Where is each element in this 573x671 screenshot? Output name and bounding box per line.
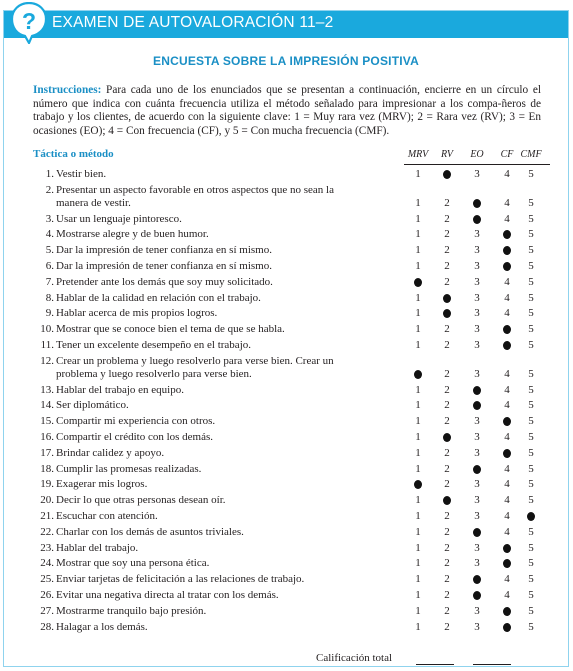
- item-text: Pretender ante los demás que soy muy solicitado.: [56, 275, 273, 288]
- rating-option-selected[interactable]: [500, 621, 514, 634]
- rating-option-selected[interactable]: [470, 463, 484, 476]
- item-text: Brindar calidez y apoyo.: [56, 446, 165, 459]
- rating-option[interactable]: 3: [474, 620, 480, 633]
- rating-option[interactable]: 2: [444, 275, 450, 288]
- item-text: Hablar del trabajo.: [56, 541, 139, 554]
- rating-option[interactable]: 2: [444, 525, 450, 538]
- rating-option[interactable]: 2: [444, 604, 450, 617]
- rating-option-selected[interactable]: [500, 542, 514, 555]
- item-number: 11.: [40, 339, 54, 351]
- rating-option[interactable]: 2: [444, 383, 450, 396]
- rating-option[interactable]: 5: [528, 244, 534, 257]
- rating-option[interactable]: 5: [528, 367, 534, 380]
- rating-option-selected[interactable]: [411, 478, 425, 491]
- header-bar: [4, 11, 568, 38]
- rating-header-mrv: MRV: [407, 149, 429, 160]
- rating-option[interactable]: 5: [528, 168, 534, 180]
- rating-option[interactable]: 2: [444, 399, 450, 412]
- item-number: 24.: [40, 557, 54, 570]
- rating-option[interactable]: 1: [415, 212, 421, 225]
- rating-option-selected[interactable]: [411, 368, 425, 381]
- rating-option[interactable]: 3: [474, 431, 480, 443]
- item-text: Halagar a los demás.: [56, 620, 148, 633]
- rating-option[interactable]: 4: [504, 478, 510, 491]
- rating-option[interactable]: 3: [474, 339, 480, 351]
- rating-option[interactable]: 1: [415, 573, 421, 586]
- rating-option-selected[interactable]: [524, 510, 538, 523]
- item-text: Cumplir las promesas realizadas.: [56, 462, 202, 475]
- rating-option-selected[interactable]: [440, 292, 454, 305]
- item-text: Usar un lenguaje pintoresco.: [56, 212, 182, 225]
- rating-option[interactable]: 1: [415, 383, 421, 396]
- rating-option[interactable]: 5: [528, 415, 534, 428]
- item-text: Hablar del trabajo en equipo.: [56, 383, 184, 396]
- rating-option[interactable]: 4: [504, 196, 510, 209]
- self-assessment-sheet: [3, 10, 569, 667]
- rating-option[interactable]: 4: [504, 494, 510, 507]
- item-number: 5.: [45, 244, 54, 257]
- instructions: [33, 84, 541, 138]
- rating-option-selected[interactable]: [500, 339, 514, 352]
- rating-option[interactable]: 5: [528, 462, 534, 475]
- item-text: Exagerar mis logros.: [56, 478, 148, 491]
- item-text: Mostrar que soy una persona ética.: [56, 557, 210, 570]
- item-number: 15.: [40, 415, 54, 428]
- rating-option[interactable]: 2: [444, 478, 450, 491]
- rating-option[interactable]: 5: [528, 260, 534, 272]
- rating-option-selected[interactable]: [470, 573, 484, 586]
- item-text: problema y luego resolverlo para verse bien.: [56, 367, 252, 380]
- item-number: 17.: [40, 446, 54, 459]
- item-text: Mostrar que se conoce bien el tema de que se habla.: [56, 323, 285, 336]
- rating-option[interactable]: 4: [504, 168, 510, 180]
- rating-option-selected[interactable]: [440, 494, 454, 507]
- instructions-line: Para cada uno de los enunciados que se presentan a continuación, encierre en un círculo: [106, 84, 529, 96]
- score-line[interactable]: [416, 664, 454, 665]
- tactic-column-header: Táctica o método: [33, 148, 114, 160]
- rating-option-selected[interactable]: [440, 431, 454, 444]
- score-line[interactable]: [473, 664, 511, 665]
- rating-option[interactable]: 3: [474, 228, 480, 241]
- rating-option[interactable]: 5: [528, 383, 534, 396]
- rating-option[interactable]: 1: [415, 620, 421, 633]
- item-number: 6.: [45, 260, 54, 272]
- item-number: 25.: [40, 573, 54, 586]
- item-number: 22.: [40, 525, 54, 538]
- total-score-label: Calificación total: [316, 652, 393, 664]
- rating-option[interactable]: 1: [415, 260, 421, 272]
- rating-option-selected[interactable]: [470, 589, 484, 602]
- rating-option-selected[interactable]: [500, 447, 514, 460]
- rating-option[interactable]: 1: [415, 323, 421, 336]
- item-text: Evitar una negativa directa al tratar con los demás.: [56, 589, 279, 601]
- rating-option[interactable]: 3: [474, 367, 480, 380]
- item-text: Compartir mi experiencia con otros.: [56, 415, 216, 428]
- rating-option[interactable]: 2: [444, 323, 450, 336]
- rating-option-selected[interactable]: [500, 228, 514, 241]
- question-mark-icon: [10, 2, 48, 44]
- rating-option[interactable]: 3: [474, 494, 480, 507]
- item-text: manera de vestir.: [56, 196, 131, 209]
- rating-option[interactable]: 4: [504, 275, 510, 288]
- instructions-line: el número que indica con cuánta frecuencia utiliza el método señalado para impresionar a los compa-: [33, 84, 541, 110]
- rating-option[interactable]: 1: [415, 228, 421, 241]
- rating-option-selected[interactable]: [500, 557, 514, 570]
- rating-option-selected[interactable]: [440, 168, 454, 181]
- rating-option[interactable]: 1: [415, 494, 421, 507]
- item-number: 21.: [40, 510, 54, 522]
- rating-option[interactable]: 2: [444, 510, 450, 522]
- rating-option[interactable]: 2: [444, 196, 450, 209]
- rating-option[interactable]: 3: [474, 307, 480, 320]
- item-text: Hablar acerca de mis propios logros.: [56, 307, 218, 320]
- header-title: EXAMEN DE AUTOVALORACIÓN 11–2: [52, 14, 334, 31]
- rating-option[interactable]: 5: [528, 307, 534, 320]
- rating-option[interactable]: 1: [415, 541, 421, 554]
- rating-option[interactable]: 3: [474, 557, 480, 570]
- rating-option[interactable]: 3: [474, 446, 480, 459]
- rating-option[interactable]: 3: [474, 478, 480, 491]
- item-text: Mostrarse alegre y de buen humor.: [56, 228, 209, 241]
- rating-option[interactable]: 2: [444, 573, 450, 586]
- rating-option[interactable]: 1: [415, 431, 421, 443]
- rating-option[interactable]: 5: [528, 323, 534, 336]
- rating-option-selected[interactable]: [470, 526, 484, 539]
- rating-option[interactable]: 3: [474, 260, 480, 272]
- rating-option[interactable]: 5: [528, 291, 534, 304]
- rating-option[interactable]: 2: [444, 589, 450, 601]
- rating-option[interactable]: 4: [504, 399, 510, 412]
- item-number: 26.: [40, 589, 54, 601]
- rating-option-selected[interactable]: [470, 197, 484, 210]
- rating-option[interactable]: 5: [528, 196, 534, 209]
- item-number: 1.: [45, 168, 54, 180]
- header-rule: [404, 164, 550, 165]
- item-text: Dar la impresión de tener confianza en sí mismo.: [56, 244, 272, 257]
- rating-option[interactable]: 4: [504, 431, 510, 443]
- item-number: 7.: [45, 275, 54, 288]
- rating-option[interactable]: 5: [528, 446, 534, 459]
- rating-option[interactable]: 2: [444, 339, 450, 351]
- rating-option[interactable]: 2: [444, 557, 450, 570]
- rating-option[interactable]: 5: [528, 589, 534, 601]
- rating-option-selected[interactable]: [440, 307, 454, 320]
- rating-option[interactable]: 5: [528, 478, 534, 491]
- rating-option-selected[interactable]: [470, 213, 484, 226]
- rating-option[interactable]: 5: [528, 557, 534, 570]
- rating-option[interactable]: 1: [415, 462, 421, 475]
- item-number: 27.: [40, 604, 54, 617]
- rating-option[interactable]: 5: [528, 275, 534, 288]
- rating-option[interactable]: 1: [415, 415, 421, 428]
- rating-option[interactable]: 1: [415, 399, 421, 412]
- rating-option[interactable]: 5: [528, 541, 534, 554]
- rating-option[interactable]: 5: [528, 573, 534, 586]
- rating-option[interactable]: 3: [474, 168, 480, 180]
- rating-header-rv: RV: [440, 149, 454, 160]
- item-number: 9.: [45, 307, 54, 320]
- rating-option[interactable]: 2: [444, 228, 450, 241]
- rating-option-selected[interactable]: [470, 399, 484, 412]
- item-number: 4.: [45, 228, 54, 241]
- rating-option[interactable]: 2: [444, 415, 450, 428]
- survey-title: ENCUESTA SOBRE LA IMPRESIÓN POSITIVA: [153, 54, 419, 68]
- rating-option[interactable]: 5: [528, 212, 534, 225]
- rating-option[interactable]: 1: [415, 557, 421, 570]
- rating-option-selected[interactable]: [500, 244, 514, 257]
- rating-option[interactable]: 1: [415, 244, 421, 257]
- rating-option[interactable]: 2: [444, 260, 450, 272]
- rating-option[interactable]: 4: [504, 510, 510, 522]
- rating-option[interactable]: 1: [415, 446, 421, 459]
- item-number: 3.: [45, 212, 54, 225]
- item-text: Enviar tarjetas de felicitación a las relaciones de trabajo.: [56, 573, 305, 586]
- rating-option[interactable]: 1: [415, 196, 421, 209]
- item-number: 28.: [40, 620, 54, 633]
- rating-option[interactable]: 3: [474, 244, 480, 257]
- rating-option[interactable]: 2: [444, 244, 450, 257]
- rating-option[interactable]: 2: [444, 541, 450, 554]
- rating-option[interactable]: 1: [415, 168, 421, 180]
- item-text: Decir lo que otras personas desean oír.: [56, 494, 226, 507]
- rating-header-eo: EO: [470, 149, 484, 160]
- item-text: Tener un excelente desempeño en el trabajo.: [56, 339, 251, 351]
- instructions-line: ñeros de trabajo y los clientes, de acuerdo con la siguiente clave: 1 = Muy rara vez (MRV); 2 = Rara vez: [33, 97, 541, 124]
- item-text: Ser diplomático.: [56, 399, 129, 412]
- rating-option[interactable]: 3: [474, 541, 480, 554]
- item-text: Dar la impresión de tener confianza en sí mismo.: [56, 260, 272, 272]
- item-number: 19.: [40, 478, 54, 491]
- rating-option[interactable]: 5: [528, 399, 534, 412]
- item-number: 14.: [40, 399, 54, 412]
- rating-option[interactable]: 4: [504, 367, 510, 380]
- item-text: Hablar de la calidad en relación con el trabajo.: [56, 291, 261, 304]
- item-text: Mostrarme tranquilo bajo presión.: [56, 604, 207, 617]
- rating-option[interactable]: 5: [528, 339, 534, 351]
- rating-option-selected[interactable]: [500, 605, 514, 618]
- svg-text:?: ?: [21, 8, 37, 34]
- rating-header-cf: CF: [500, 149, 514, 160]
- item-number: 18.: [40, 462, 54, 475]
- item-text: Vestir bien.: [56, 168, 107, 180]
- item-text: Compartir el crédito con los demás.: [56, 431, 214, 443]
- rating-option-selected[interactable]: [500, 415, 514, 428]
- rating-option[interactable]: 5: [528, 494, 534, 507]
- rating-option[interactable]: 1: [415, 339, 421, 351]
- rating-option[interactable]: 4: [504, 383, 510, 396]
- rating-option-selected[interactable]: [500, 323, 514, 336]
- item-number: 12.: [40, 354, 54, 367]
- rating-option[interactable]: 3: [474, 291, 480, 304]
- item-text: Crear un problema y luego resolverlo para verse bien. Crear un: [56, 354, 334, 367]
- rating-option-selected[interactable]: [411, 276, 425, 289]
- rating-option[interactable]: 3: [474, 323, 480, 336]
- rating-option[interactable]: 4: [504, 212, 510, 225]
- rating-option[interactable]: 1: [415, 510, 421, 522]
- item-number: 10.: [40, 323, 54, 336]
- item-number: 13.: [40, 383, 54, 396]
- item-number: 23.: [40, 541, 54, 554]
- rating-option[interactable]: 1: [415, 589, 421, 601]
- rating-option[interactable]: 5: [528, 604, 534, 617]
- item-text: Presentar un aspecto favorable en otros aspectos que no sean la: [56, 183, 334, 196]
- rating-option[interactable]: 5: [528, 431, 534, 443]
- rating-option[interactable]: 2: [444, 367, 450, 380]
- rating-option[interactable]: 4: [504, 462, 510, 475]
- rating-option[interactable]: 3: [474, 275, 480, 288]
- rating-option[interactable]: 5: [528, 228, 534, 241]
- rating-option[interactable]: 2: [444, 462, 450, 475]
- rating-option[interactable]: 4: [504, 291, 510, 304]
- instructions-line: (RV); 3 = En ocasiones (EO); 4 = Con frecuencia (CF), y 5 = Con mucha frecuencia (CMF).: [33, 111, 541, 137]
- rating-option[interactable]: 1: [415, 604, 421, 617]
- item-number: 2.: [45, 183, 54, 196]
- rating-option-selected[interactable]: [470, 384, 484, 397]
- item-number: 20.: [40, 494, 54, 507]
- rating-option[interactable]: 1: [415, 291, 421, 304]
- rating-option-selected[interactable]: [500, 260, 514, 273]
- rating-option[interactable]: 1: [415, 307, 421, 320]
- rating-option[interactable]: 4: [504, 573, 510, 586]
- rating-option[interactable]: 4: [504, 589, 510, 601]
- rating-option[interactable]: 1: [415, 525, 421, 538]
- rating-option[interactable]: 2: [444, 212, 450, 225]
- rating-option[interactable]: 2: [444, 620, 450, 633]
- rating-option[interactable]: 5: [528, 620, 534, 633]
- rating-option[interactable]: 3: [474, 604, 480, 617]
- rating-option[interactable]: 2: [444, 446, 450, 459]
- item-text: Charlar con los demás de asuntos triviales.: [56, 525, 244, 538]
- instructions-lead: Instrucciones:: [33, 84, 102, 96]
- rating-option[interactable]: 5: [528, 525, 534, 538]
- rating-header-cmf: CMF: [520, 149, 542, 160]
- rating-option[interactable]: 3: [474, 510, 480, 522]
- rating-option[interactable]: 3: [474, 415, 480, 428]
- item-number: 8.: [45, 291, 54, 304]
- rating-option[interactable]: 4: [504, 525, 510, 538]
- item-number: 16.: [40, 431, 54, 443]
- rating-option[interactable]: 4: [504, 307, 510, 320]
- item-text: Escuchar con atención.: [56, 510, 158, 522]
